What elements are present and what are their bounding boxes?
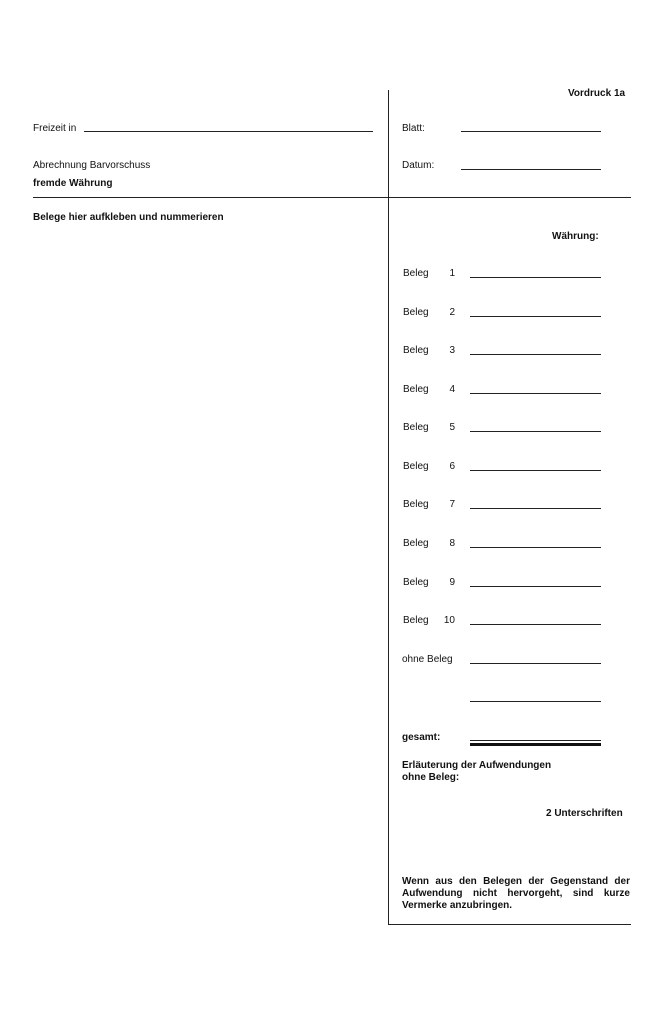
beleg-label: Beleg <box>403 345 429 356</box>
beleg-amount-field[interactable] <box>470 277 601 278</box>
beleg-amount-field[interactable] <box>470 624 601 625</box>
bottom-right-rule <box>388 924 631 925</box>
freizeit-field[interactable] <box>84 131 373 132</box>
beleg-number: 7 <box>449 499 455 510</box>
beleg-label: Beleg <box>403 461 429 472</box>
beleg-amount-field[interactable] <box>470 547 601 548</box>
beleg-number: 5 <box>449 422 455 433</box>
blatt-field[interactable] <box>461 131 601 132</box>
beleg-amount-field[interactable] <box>470 586 601 587</box>
beleg-number: 6 <box>449 461 455 472</box>
beleg-amount-field[interactable] <box>470 431 601 432</box>
gesamt-field[interactable] <box>470 740 601 741</box>
beleg-amount-field[interactable] <box>470 354 601 355</box>
beleg-number: 8 <box>449 538 455 549</box>
beleg-label: Beleg <box>403 615 429 626</box>
beleg-amount-field[interactable] <box>470 470 601 471</box>
beleg-label: Beleg <box>403 538 429 549</box>
blatt-label: Blatt: <box>402 123 425 134</box>
gesamt-double-rule <box>470 743 601 746</box>
beleg-number: 3 <box>449 345 455 356</box>
beleg-amount-field[interactable] <box>470 508 601 509</box>
beleg-label: Beleg <box>403 422 429 433</box>
form-number: Vordruck 1a <box>568 88 626 99</box>
beleg-label: Beleg <box>403 499 429 510</box>
beleg-label: Beleg <box>403 268 429 279</box>
belege-instruction: Belege hier aufkleben und nummerieren <box>33 212 224 223</box>
beleg-amount-field[interactable] <box>470 393 601 394</box>
beleg-number: 1 <box>449 268 455 279</box>
gesamt-label: gesamt: <box>402 732 441 743</box>
currency-header: Währung: <box>552 231 599 242</box>
beleg-label: Beleg <box>403 577 429 588</box>
beleg-label: Beleg <box>403 384 429 395</box>
fremde-waehrung-label: fremde Währung <box>33 178 113 189</box>
erlaeuterung-label: Erläuterung der Aufwendungen ohne Beleg: <box>402 760 552 783</box>
beleg-number: 4 <box>449 384 455 395</box>
header-bottom-rule <box>33 197 631 198</box>
abrechnung-label: Abrechnung Barvorschuss <box>33 160 151 171</box>
datum-label: Datum: <box>402 160 435 171</box>
unterschriften-label: 2 Unterschriften <box>546 808 623 819</box>
belege-note: Wenn aus den Belegen der Gegenstand der Aufwendung nicht hervorgeht, sind kurze Vermerke anzubringen. <box>402 876 630 911</box>
column-divider <box>388 90 389 925</box>
subtotal-field[interactable] <box>470 701 601 702</box>
datum-field[interactable] <box>461 169 601 170</box>
beleg-number: 10 <box>443 615 455 626</box>
ohne-beleg-label: ohne Beleg <box>402 654 453 665</box>
ohne-beleg-field[interactable] <box>470 663 601 664</box>
beleg-label: Beleg <box>403 307 429 318</box>
beleg-amount-field[interactable] <box>470 316 601 317</box>
beleg-number: 2 <box>449 307 455 318</box>
beleg-number: 9 <box>449 577 455 588</box>
freizeit-label: Freizeit in <box>33 123 77 134</box>
